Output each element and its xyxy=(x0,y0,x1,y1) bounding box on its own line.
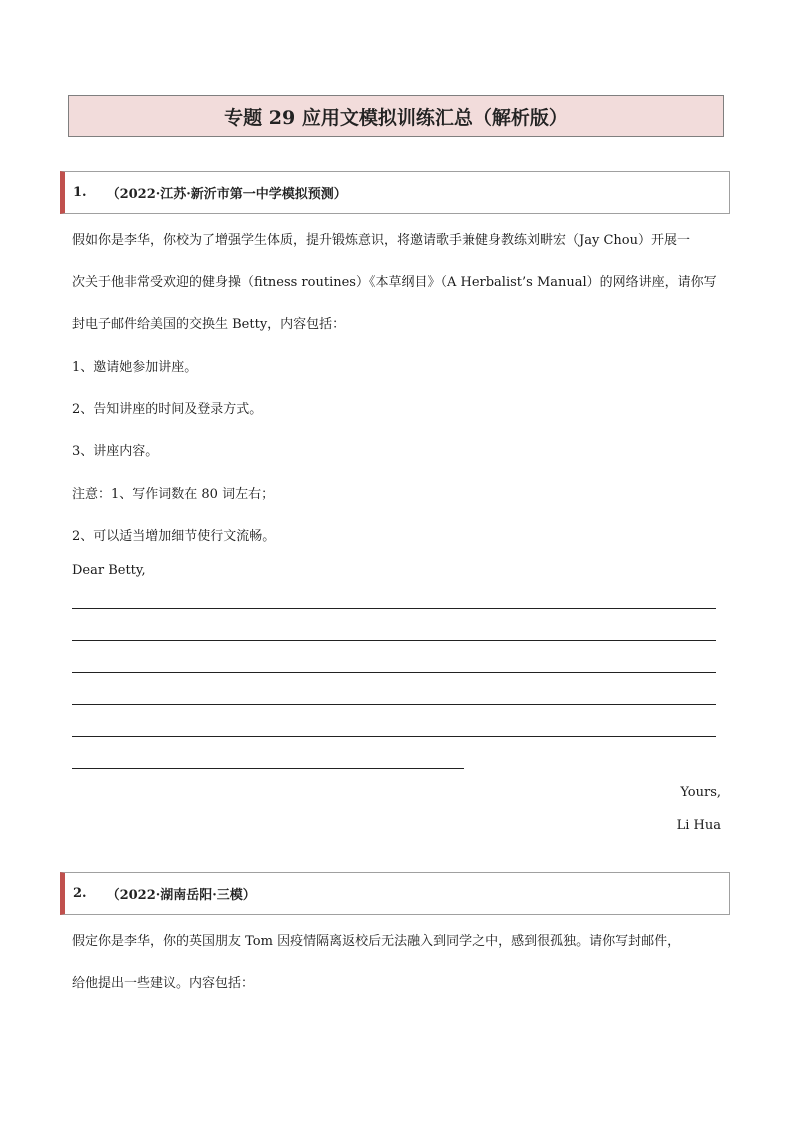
q1-line: 封电子邮件给美国的交换生 Betty，内容包括： xyxy=(72,317,346,332)
q1-closing: Yours, xyxy=(680,785,721,800)
question-2-source: （2022·湖南岳阳·三模） xyxy=(106,888,256,903)
question-1-header xyxy=(60,171,730,214)
question-2-header xyxy=(60,872,730,915)
q1-line: 3、讲座内容。 xyxy=(72,444,159,459)
q2-line: 给他提出一些建议。内容包括： xyxy=(72,976,255,991)
answer-line[interactable] xyxy=(72,640,716,641)
q1-line: 假如你是李华，你校为了增强学生体质，提升锻炼意识，将邀请歌手兼健身教练刘畊宏（Jay Chou）开展一 xyxy=(72,233,690,248)
q1-line: 2、可以适当增加细节使行文流畅。 xyxy=(72,529,276,544)
answer-line[interactable] xyxy=(72,672,716,673)
q1-line: 次关于他非常受欢迎的健身操（fitness routines）《本草纲目》（A Herbalist’s Manual）的网络讲座，请你写 xyxy=(72,275,717,290)
q1-line: 注意：1、写作词数在 80 词左右； xyxy=(72,487,275,502)
page-title: 专题 29 应用文模拟训练汇总（解析版） xyxy=(68,95,724,137)
answer-line[interactable] xyxy=(72,768,464,769)
q1-line: 2、告知讲座的时间及登录方式。 xyxy=(72,402,263,417)
answer-line[interactable] xyxy=(72,608,716,609)
question-1-source: （2022·江苏·新沂市第一中学模拟预测） xyxy=(106,187,347,202)
answer-line[interactable] xyxy=(72,736,716,737)
q2-line: 假定你是李华，你的英国朋友 Tom 因疫情隔离返校后无法融入到同学之中，感到很孤独。请你写封邮件， xyxy=(72,934,681,949)
answer-line[interactable] xyxy=(72,704,716,705)
q1-salutation: Dear Betty, xyxy=(72,563,146,578)
question-2-number: 2. xyxy=(73,886,87,901)
q1-line: 1、邀请她参加讲座。 xyxy=(72,360,198,375)
question-1-number: 1. xyxy=(73,185,87,200)
q1-signature: Li Hua xyxy=(676,818,721,833)
